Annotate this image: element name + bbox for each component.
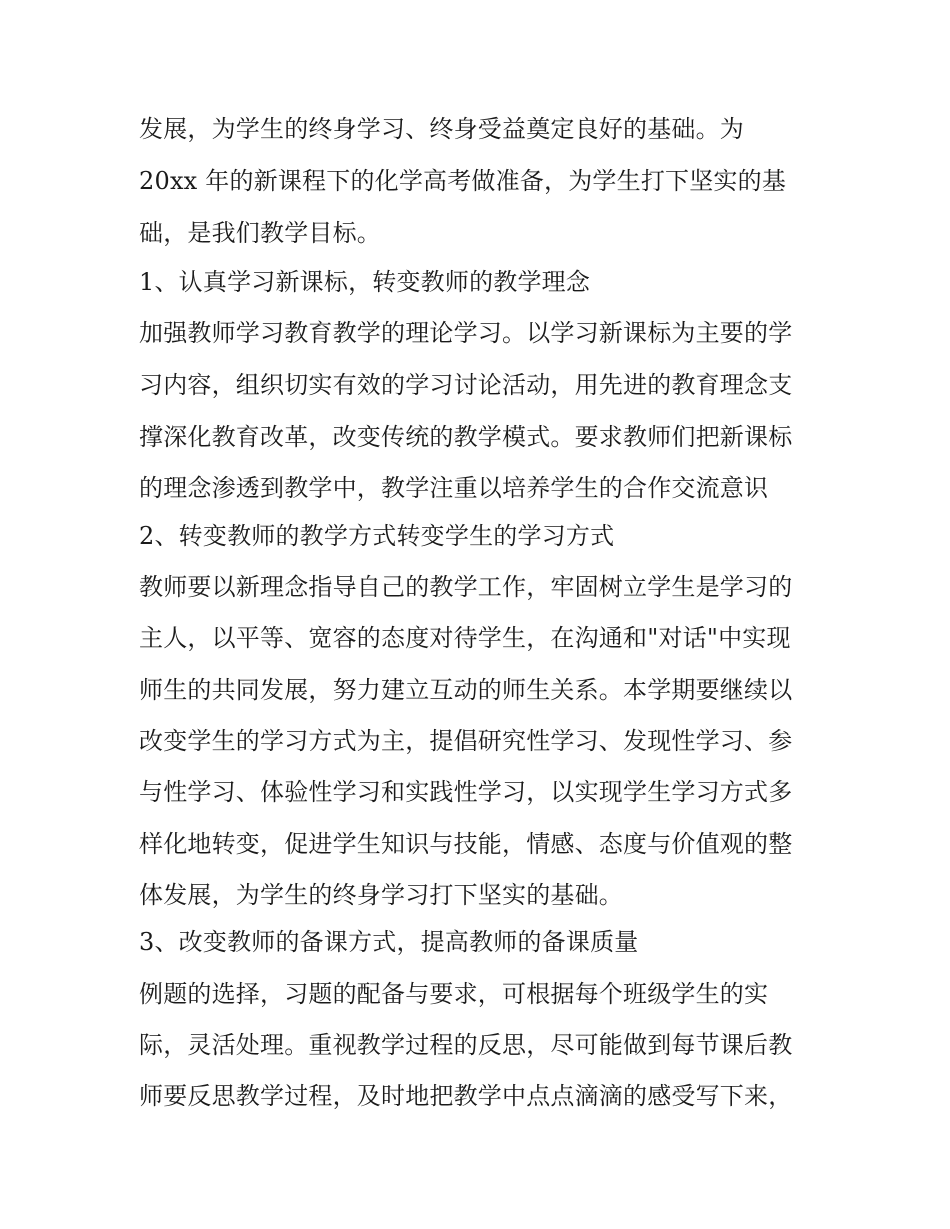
paragraph-line: 师要反思教学过程，及时地把教学中点点滴滴的感受写下来， <box>139 1082 793 1110</box>
paragraph-line: 习内容，组织切实有效的学习讨论活动，用先进的教育理念支 <box>139 371 793 399</box>
paragraph-line: 教师要以新理念指导自己的教学工作，牢固树立学生是学习的 <box>139 573 793 601</box>
paragraph-line: 改变学生的学习方式为主，提倡研究性学习、发现性学习、参 <box>139 727 793 755</box>
section-heading-1: 1、认真学习新课标，转变教师的教学理念 <box>139 268 591 296</box>
paragraph-line: 体发展，为学生的终身学习打下坚实的基础。 <box>139 881 623 909</box>
paragraph-line: 例题的选择，习题的配备与要求，可根据每个班级学生的实 <box>139 980 769 1008</box>
paragraph-line: 的理念渗透到教学中，教学注重以培养学生的合作交流意识 <box>139 474 769 502</box>
section-heading-3: 3、改变教师的备课方式，提高教师的备课质量 <box>139 928 639 956</box>
paragraph-line: 与性学习、体验性学习和实践性学习，以实现学生学习方式多 <box>139 778 793 806</box>
paragraph-line: 师生的共同发展，努力建立互动的师生关系。本学期要继续以 <box>139 676 793 704</box>
paragraph-line: 际，灵活处理。重视教学过程的反思，尽可能做到每节课后教 <box>139 1031 793 1059</box>
paragraph-line: 20xx 年的新课程下的化学高考做准备，为学生打下坚实的基 <box>139 167 787 195</box>
section-heading-2: 2、转变教师的教学方式转变学生的学习方式 <box>139 522 615 550</box>
paragraph-line: 样化地转变，促进学生知识与技能，情感、态度与价值观的整 <box>139 830 793 858</box>
paragraph-line: 加强教师学习教育教学的理论学习。以学习新课标为主要的学 <box>139 319 793 347</box>
paragraph-line: 撑深化教育改革，改变传统的教学模式。要求教师们把新课标 <box>139 423 793 451</box>
paragraph-line: 础，是我们教学目标。 <box>139 219 381 247</box>
paragraph-line: 主人，以平等、宽容的态度对待学生，在沟通和"对话"中实现 <box>139 624 791 652</box>
paragraph-line: 发展，为学生的终身学习、终身受益奠定良好的基础。为 <box>139 115 744 143</box>
